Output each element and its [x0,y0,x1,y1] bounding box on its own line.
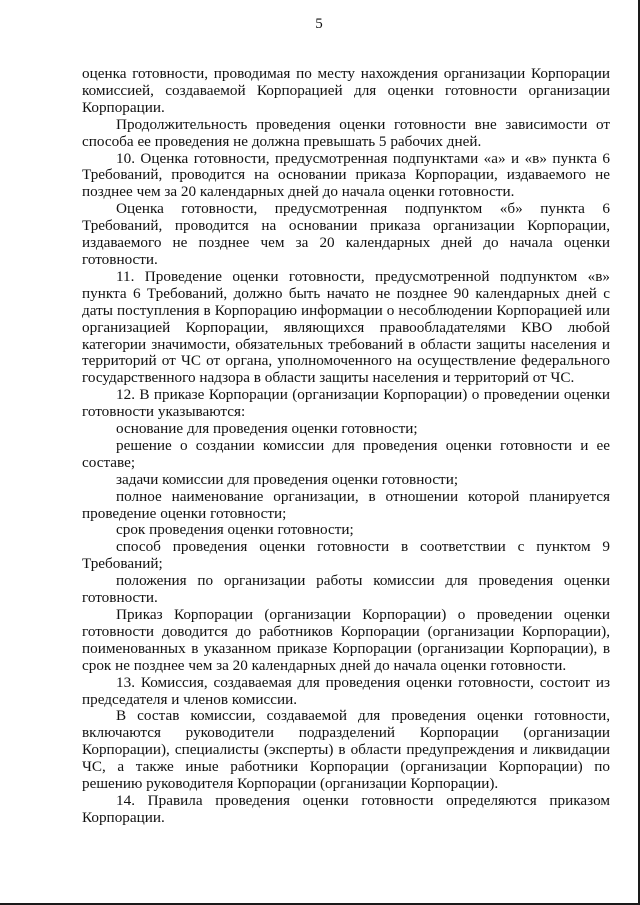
paragraph-item-13: 13. Комиссия, создаваемая для проведения оценки готовности, состоит из председателя и членов комиссии. [82,673,610,708]
list-item-assessment-method: способ проведения оценки готовности в соответствии с пунктом 9 Требований; [82,538,610,573]
paragraph-duration: Продолжительность проведения оценки готовности вне зависимости от способа ее проведения не должна превышать 5 рабочих дней. [82,115,610,150]
list-item-assessment-period: срок проведения оценки готовности; [116,521,354,539]
list-item-commission-work: положения по организации работы комиссии для проведения оценки готовности. [82,572,610,607]
paragraph-item-12: 12. В приказе Корпорации (организации Корпорации) о проведении оценки готовности указываются: [82,386,610,421]
paragraph-commission-composition: В состав комиссии, создаваемой для проведения оценки готовности, включаются руководители подразделений Корпорации (организации Корпорации), специалисты (эксперты) в области предупреждения и ликвидации ЧС, а также иные работники Корпорации (организации Корпорации) по решению руководителя Корпорации (организации Корпорации). [82,707,610,793]
list-item-basis: основание для проведения оценки готовности; [116,420,418,438]
paragraph-item-11: 11. Проведение оценки готовности, предусмотренной подпунктом «в» пункта 6 Требований, должно быть начато не позднее 90 календарных дней с даты поступления в Корпорацию информации о несоблюдении Корпорацией или организацией Корпорации, являющихся правообладателями КВО любой категории значимости, обязательных требований в области защиты населения и территорий от ЧС от органа, уполномоченного на осуществление федерального государственного надзора в области защиты населения и территорий от ЧС. [82,267,610,387]
paragraph-item-10: 10. Оценка готовности, предусмотренная подпунктами «а» и «в» пункта 6 Требований, проводится на основании приказа Корпорации, издаваемого не позднее чем за 20 календарных дней до начала оценки готовности. [82,149,610,201]
document-body [82,66,610,827]
paragraph-item-10-b: Оценка готовности, предусмотренная подпунктом «б» пункта 6 Требований, проводится на основании приказа организации Корпорации, издаваемого не позднее чем за 20 календарных дней до начала оценки готовности. [82,200,610,268]
paragraph-order-communication: Приказ Корпорации (организации Корпорации) о проведении оценки готовности доводится до работников Корпорации (организации Корпорации), поименованных в указанном приказе Корпорации (организации Корпорации), в срок не позднее чем за 20 календарных дней до начала оценки готовности. [82,606,610,674]
list-item-organization-name: полное наименование организации, в отношении которой планируется проведение оценки готовности; [82,487,610,522]
paragraph-item-14: 14. Правила проведения оценки готовности определяются приказом Корпорации. [82,791,610,826]
list-item-commission-tasks: задачи комиссии для проведения оценки готовности; [116,470,459,488]
list-item-commission-decision: решение о создании комиссии для проведения оценки готовности и ее составе; [82,436,610,471]
paragraph-assessment-on-site: оценка готовности, проводимая по месту нахождения организации Корпорации комиссией, создаваемой Корпорацией для оценки готовности организации Корпорации. [82,65,610,116]
page-number: 5 [315,16,323,32]
